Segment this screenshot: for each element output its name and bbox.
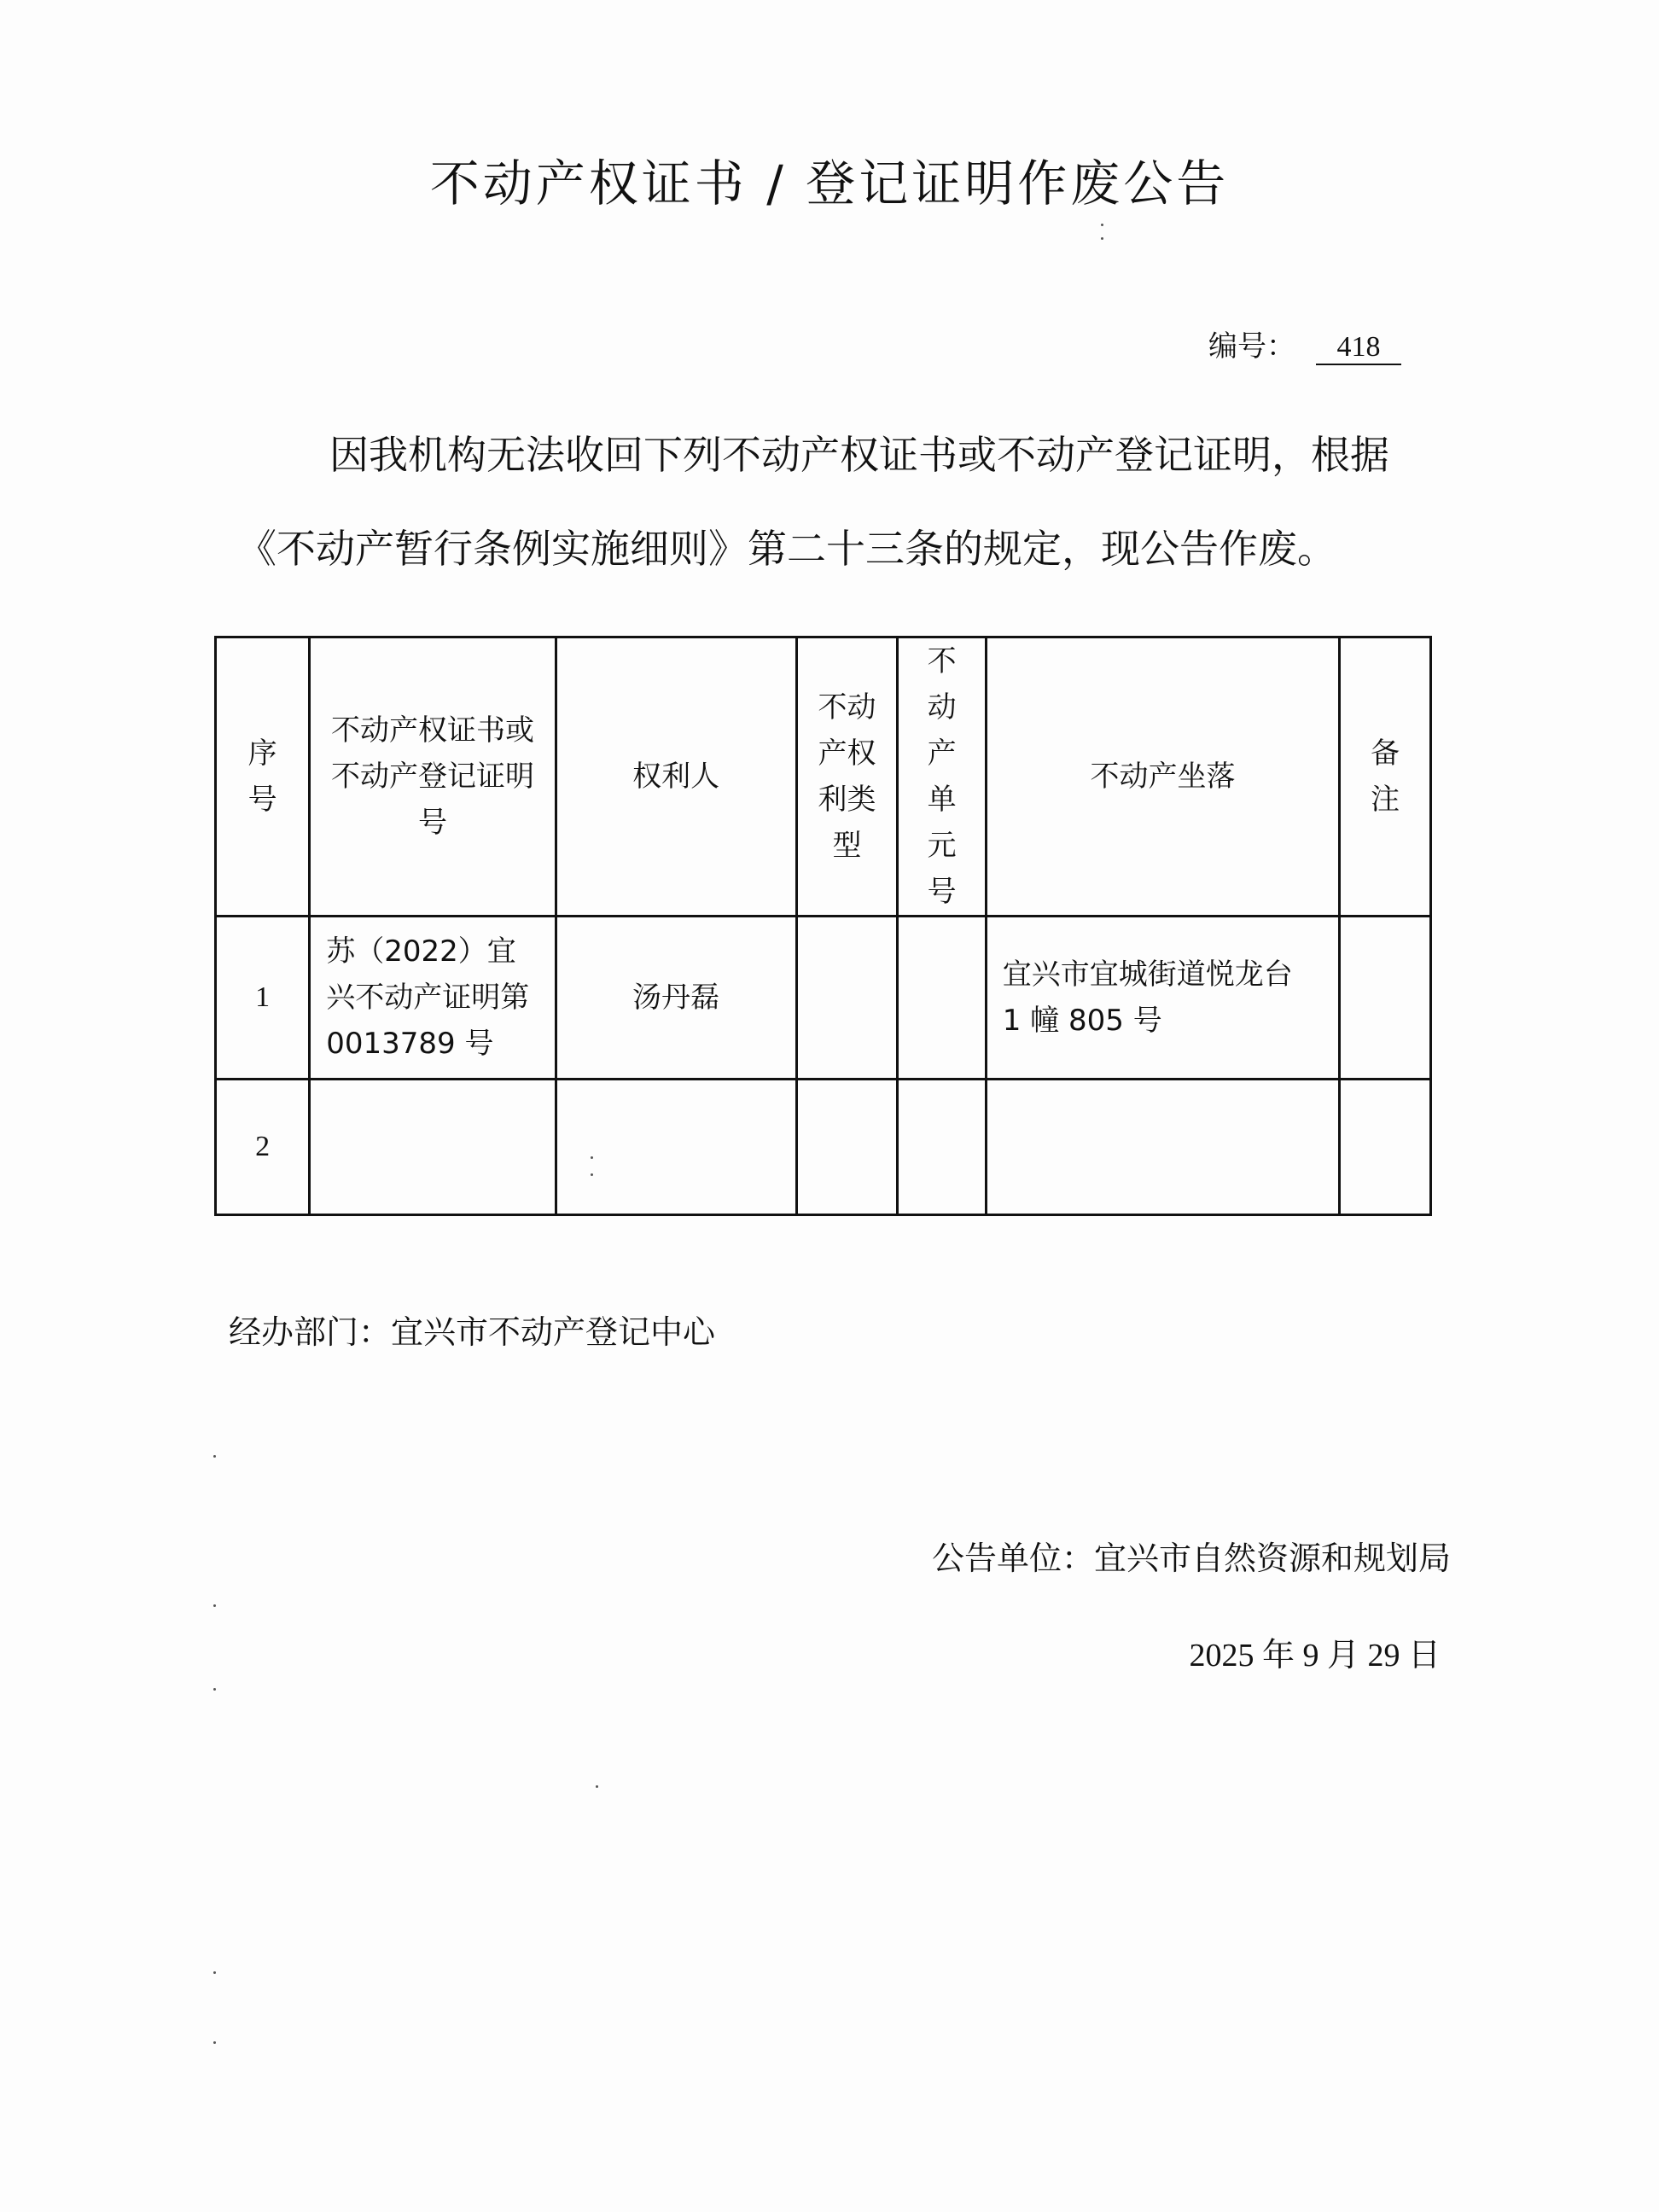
- paragraph-line-1: 因我机构无法收回下列不动产权证书或不动产登记证明，根据: [329, 432, 1389, 478]
- scan-speck: [1101, 224, 1103, 226]
- scan-speck: [213, 1688, 216, 1691]
- handling-department: 经办部门：宜兴市不动产登记中心: [229, 1313, 716, 1351]
- scan-speck: [591, 1173, 593, 1176]
- cell-seq: 1: [216, 917, 310, 1080]
- cell-type: [796, 917, 898, 1080]
- header-holder: 权利人: [556, 637, 796, 917]
- scan-speck: [213, 1604, 216, 1607]
- scan-speck: [213, 1455, 216, 1458]
- page-title: 不动产权证书 / 登记证明作废公告: [429, 154, 1230, 212]
- serial-number: [1208, 323, 1401, 365]
- cell-type: [796, 1080, 898, 1215]
- cell-holder: [556, 1080, 796, 1215]
- cell-location: [986, 1080, 1339, 1215]
- issue-date: 2025 年 9 月 29 日: [1189, 1638, 1441, 1674]
- cell-note: [1340, 917, 1431, 1080]
- scan-speck: [596, 1785, 598, 1788]
- cell-cert: 苏（2022）宜兴不动产证明第0013789 号: [310, 917, 556, 1080]
- cell-unit: [898, 1080, 986, 1215]
- cell-cert: [310, 1080, 556, 1215]
- table-row: [216, 917, 1431, 1080]
- void-certificate-table: [214, 636, 1432, 1216]
- cell-seq: 2: [216, 1080, 310, 1215]
- paragraph-line-2: 《不动产暂行条例实施细则》第二十三条的规定，现公告作废。: [237, 526, 1336, 572]
- scan-speck: [213, 1971, 216, 1974]
- table-row: [216, 1080, 1431, 1215]
- header-seq: 序号: [216, 637, 310, 917]
- cell-note: [1340, 1080, 1431, 1215]
- serial-value: 418: [1316, 331, 1401, 365]
- cell-unit: [898, 917, 986, 1080]
- header-unit: 不动产单元号: [898, 637, 986, 917]
- header-cert: 不动产权证书或不动产登记证明号: [310, 637, 556, 917]
- serial-label: 编号：: [1208, 329, 1295, 364]
- notice-paragraph: [237, 408, 1449, 596]
- cell-holder: 汤丹磊: [556, 917, 796, 1080]
- scan-speck: [213, 2041, 216, 2044]
- header-note: 备注: [1340, 637, 1431, 917]
- table-header-row: [216, 637, 1431, 917]
- issuing-unit: 公告单位：宜兴市自然资源和规划局: [931, 1540, 1451, 1577]
- scan-speck: [591, 1156, 593, 1159]
- scan-speck: [1101, 237, 1103, 240]
- header-type: 不动产权利类型: [796, 637, 898, 917]
- cell-location: 宜兴市宜城街道悦龙台1 幢 805 号: [986, 917, 1339, 1080]
- header-location: 不动产坐落: [986, 637, 1339, 917]
